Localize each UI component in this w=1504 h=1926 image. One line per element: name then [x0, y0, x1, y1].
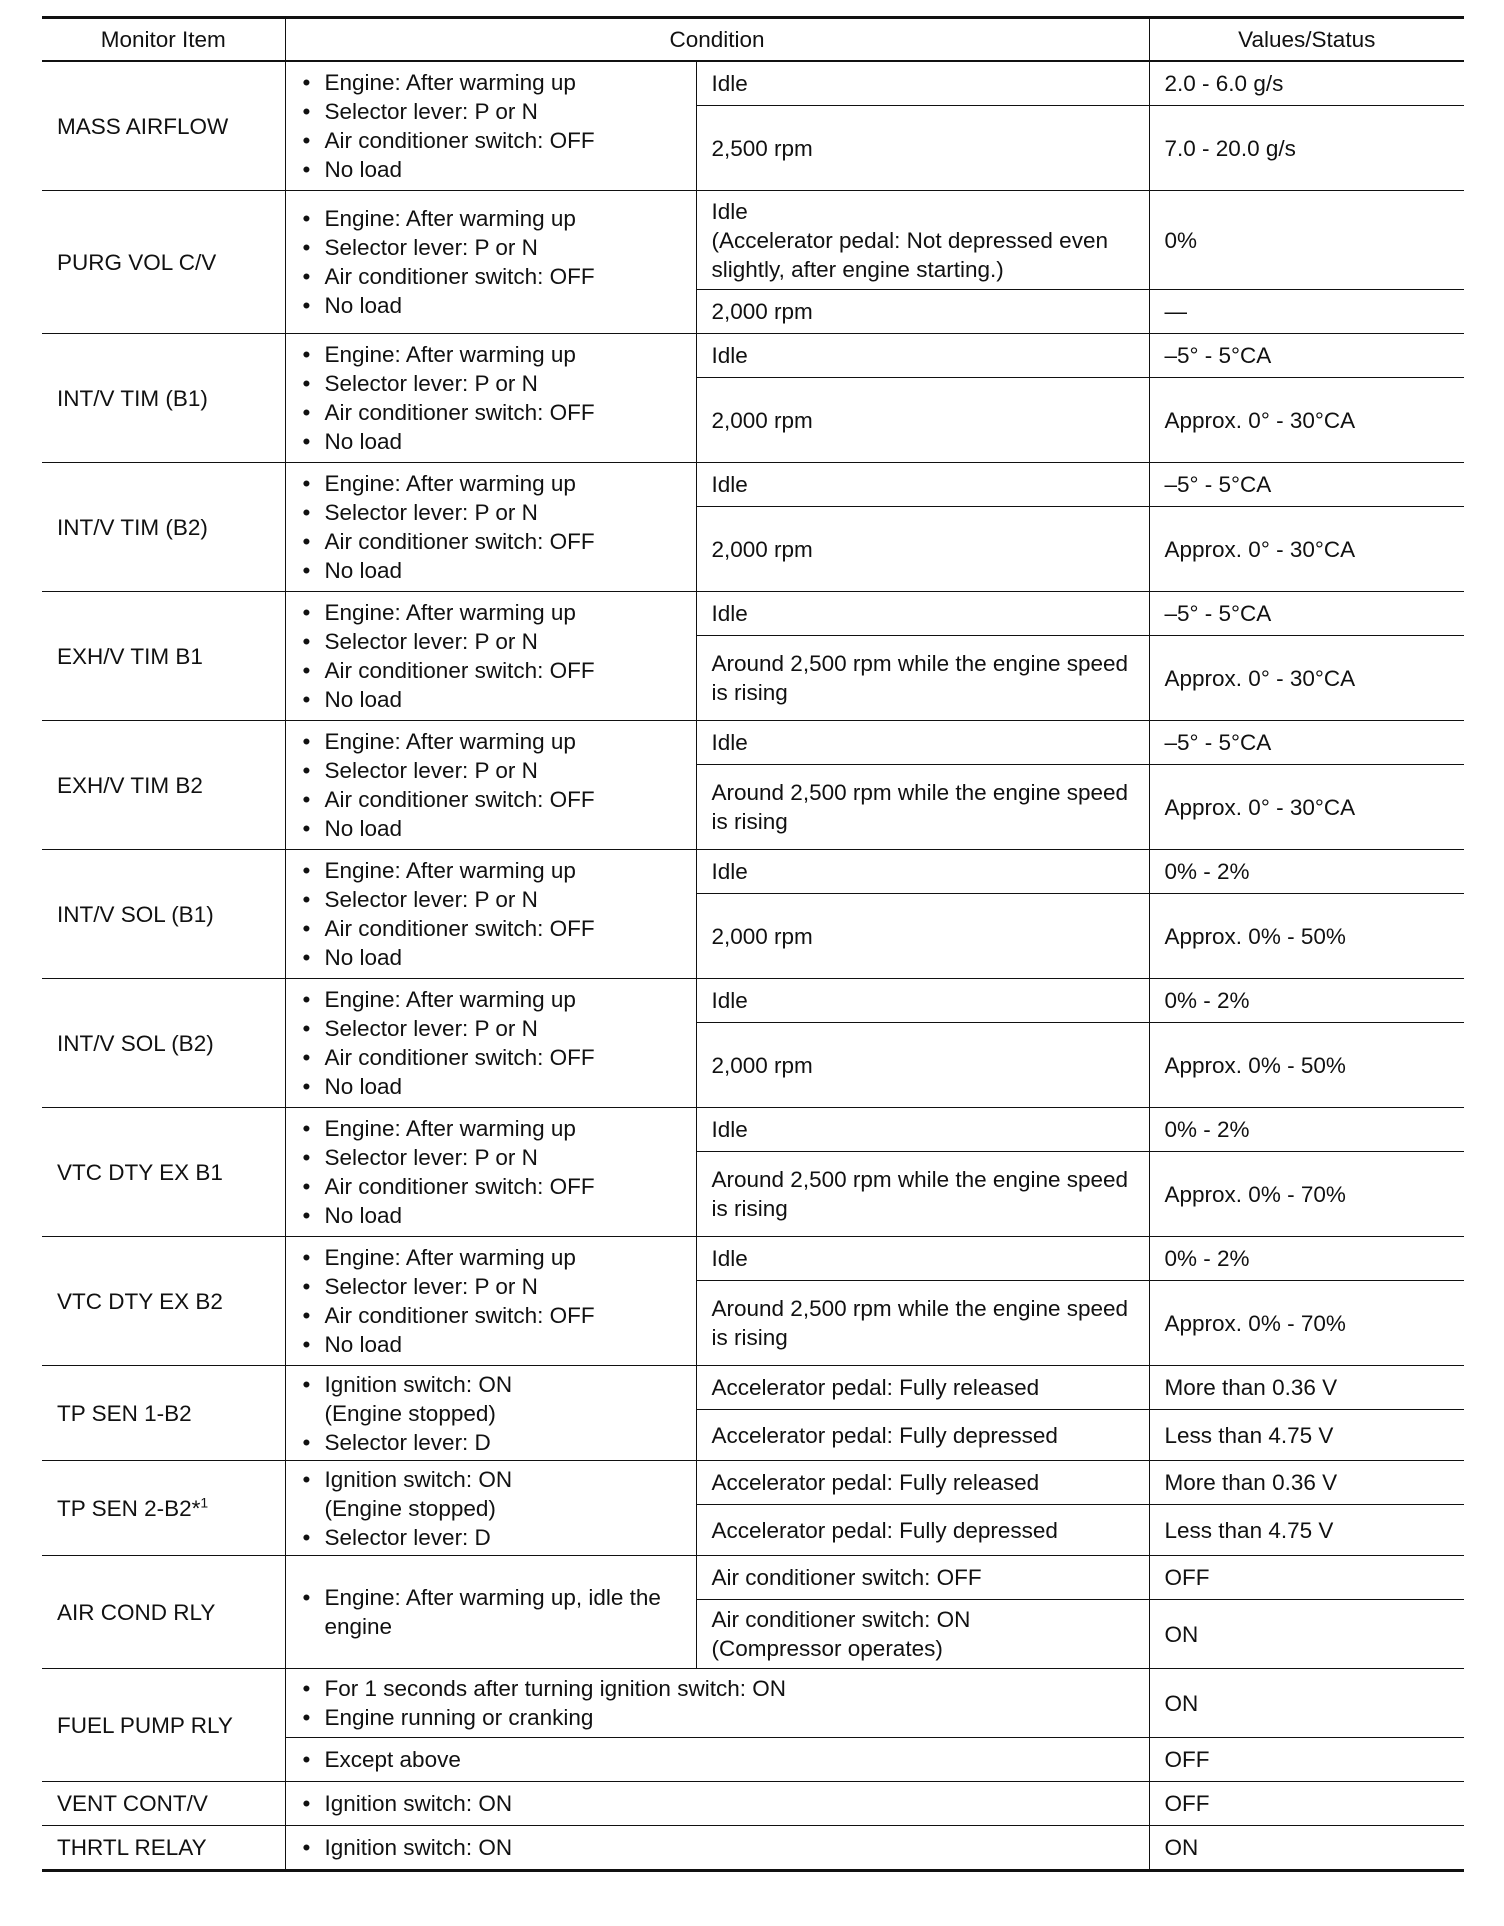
monitor-item: INT/V TIM (B2): [42, 463, 285, 592]
sub-condition: Accelerator pedal: Fully depressed: [696, 1505, 1149, 1556]
condition-list: [301, 1789, 1134, 1818]
base-condition: [285, 850, 696, 979]
table-row: [42, 1826, 1464, 1871]
condition-load: • No load: [301, 1072, 681, 1101]
base-condition: [285, 1461, 696, 1556]
table-row: [42, 463, 1464, 507]
monitor-item: INT/V SOL (B2): [42, 979, 285, 1108]
sub-condition: Idle: [696, 592, 1149, 636]
condition-list: [301, 856, 681, 972]
condition-line: • Ignition switch: ON: [324, 1371, 513, 1397]
condition-ignition: • Ignition switch: ON: [301, 1789, 1134, 1818]
value-status: 0% - 2%: [1149, 979, 1464, 1023]
condition-aircon: • Air conditioner switch: OFF: [301, 262, 681, 291]
condition-load: • No load: [301, 556, 681, 585]
table-row: [42, 1669, 1464, 1738]
condition-engine: • Engine: After warming up: [301, 856, 681, 885]
value-status: –5° - 5°CA: [1149, 463, 1464, 507]
condition-engine: • Engine: After warming up: [301, 727, 681, 756]
value-status: ON: [1149, 1669, 1464, 1738]
sub-condition: Idle: [696, 1108, 1149, 1152]
condition-line: (Engine stopped): [324, 1400, 496, 1426]
monitor-item: VTC DTY EX B1: [42, 1108, 285, 1237]
condition-ignition: [301, 1370, 681, 1428]
table-row: [42, 1556, 1464, 1600]
value-status: Approx. 0% - 70%: [1149, 1152, 1464, 1237]
table-row: [42, 592, 1464, 636]
table-row: [42, 1108, 1464, 1152]
condition-aircon: • Air conditioner switch: OFF: [301, 785, 681, 814]
table-row: [42, 1366, 1464, 1410]
sub-condition: 2,000 rpm: [696, 507, 1149, 592]
value-status: OFF: [1149, 1782, 1464, 1826]
table-row: [42, 61, 1464, 106]
sub-condition: [696, 191, 1149, 290]
condition-selector: • Selector lever: D: [301, 1428, 681, 1457]
condition-aircon: • Air conditioner switch: OFF: [301, 1301, 681, 1330]
condition-selector: • Selector lever: P or N: [301, 756, 681, 785]
header-monitor-item: Monitor Item: [42, 18, 285, 62]
condition-selector: • Selector lever: P or N: [301, 885, 681, 914]
monitor-spec-table: [42, 16, 1464, 1872]
condition-list: [301, 68, 681, 184]
sub-condition: Accelerator pedal: Fully released: [696, 1461, 1149, 1505]
sub-condition: Idle: [696, 1237, 1149, 1281]
monitor-item: THRTL RELAY: [42, 1826, 285, 1871]
sub-condition: Idle: [696, 979, 1149, 1023]
value-status: –5° - 5°CA: [1149, 592, 1464, 636]
sub-condition: Around 2,500 rpm while the engine speed is rising: [696, 1152, 1149, 1237]
monitor-item: VENT CONT/V: [42, 1782, 285, 1826]
condition-aircon: • Air conditioner switch: OFF: [301, 126, 681, 155]
value-status: Approx. 0% - 50%: [1149, 1023, 1464, 1108]
condition-load: • No load: [301, 814, 681, 843]
condition-list: [301, 1674, 1134, 1732]
condition-list: [301, 1833, 1134, 1862]
value-status: OFF: [1149, 1556, 1464, 1600]
condition-load: • No load: [301, 685, 681, 714]
condition-ignition: [301, 1465, 681, 1523]
monitor-item: TP SEN 1-B2: [42, 1366, 285, 1461]
condition-engine: • Engine: After warming up: [301, 68, 681, 97]
footnote-marker: 1: [200, 1494, 209, 1510]
condition-selector: • Selector lever: P or N: [301, 1143, 681, 1172]
monitor-item: INT/V SOL (B1): [42, 850, 285, 979]
condition-list: [301, 204, 681, 320]
value-status: 0% - 2%: [1149, 1237, 1464, 1281]
monitor-item: [42, 1461, 285, 1556]
sub-condition: Around 2,500 rpm while the engine speed is rising: [696, 1281, 1149, 1366]
condition: [285, 1669, 1149, 1738]
header-values-status: Values/Status: [1149, 18, 1464, 62]
condition-selector: • Selector lever: P or N: [301, 1272, 681, 1301]
condition: [285, 1782, 1149, 1826]
value-status: —: [1149, 290, 1464, 334]
condition: [285, 1826, 1149, 1871]
monitor-item: FUEL PUMP RLY: [42, 1669, 285, 1782]
sub-condition-line: Air conditioner switch: ON: [711, 1607, 971, 1632]
base-condition: [285, 191, 696, 334]
value-status: Approx. 0° - 30°CA: [1149, 378, 1464, 463]
sub-condition: 2,500 rpm: [696, 106, 1149, 191]
condition-ignition: • Ignition switch: ON: [301, 1833, 1134, 1862]
sub-condition-line: Idle: [711, 198, 748, 224]
sub-condition: [696, 1600, 1149, 1669]
table-row: [42, 979, 1464, 1023]
table-row: [42, 1237, 1464, 1281]
condition-list: [301, 1745, 1134, 1774]
condition-load: • No load: [301, 155, 681, 184]
sub-condition: Accelerator pedal: Fully depressed: [696, 1410, 1149, 1461]
condition-engine: • Engine: After warming up: [301, 1243, 681, 1272]
value-status: Approx. 0% - 50%: [1149, 894, 1464, 979]
sub-condition: 2,000 rpm: [696, 378, 1149, 463]
base-condition: [285, 1237, 696, 1366]
condition-list: [301, 1370, 681, 1457]
base-condition: [285, 1366, 696, 1461]
condition-aircon: • Air conditioner switch: OFF: [301, 398, 681, 427]
monitor-item: VTC DTY EX B2: [42, 1237, 285, 1366]
condition-selector: • Selector lever: D: [301, 1523, 681, 1552]
sub-condition: 2,000 rpm: [696, 290, 1149, 334]
sub-condition: Idle: [696, 61, 1149, 106]
monitor-item: INT/V TIM (B1): [42, 334, 285, 463]
table-row: [42, 850, 1464, 894]
value-status: –5° - 5°CA: [1149, 721, 1464, 765]
value-status: Less than 4.75 V: [1149, 1505, 1464, 1556]
table-row: [42, 334, 1464, 378]
condition-selector: • Selector lever: P or N: [301, 1014, 681, 1043]
sub-condition: Air conditioner switch: OFF: [696, 1556, 1149, 1600]
value-status: –5° - 5°CA: [1149, 334, 1464, 378]
value-status: 0% - 2%: [1149, 1108, 1464, 1152]
header-condition: Condition: [285, 18, 1149, 62]
condition-selector: • Selector lever: P or N: [301, 369, 681, 398]
condition-load: • No load: [301, 1201, 681, 1230]
sub-condition-line: (Compressor operates): [711, 1636, 943, 1661]
monitor-item: AIR COND RLY: [42, 1556, 285, 1669]
condition-engine: • Engine: After warming up: [301, 985, 681, 1014]
condition-list: [301, 1114, 681, 1230]
condition-other: • Except above: [301, 1745, 1134, 1774]
condition-engine: • Engine: After warming up: [301, 340, 681, 369]
sub-condition: Accelerator pedal: Fully released: [696, 1366, 1149, 1410]
value-status: 0%: [1149, 191, 1464, 290]
condition-engine: • Engine: After warming up: [301, 1114, 681, 1143]
value-status: 7.0 - 20.0 g/s: [1149, 106, 1464, 191]
sub-condition: Idle: [696, 463, 1149, 507]
base-condition: [285, 1108, 696, 1237]
condition-list: [301, 1583, 681, 1641]
condition-list: [301, 727, 681, 843]
value-status: Approx. 0° - 30°CA: [1149, 765, 1464, 850]
condition-list: [301, 1465, 681, 1552]
condition-list: [301, 598, 681, 714]
condition-line: (Engine stopped): [324, 1495, 496, 1521]
base-condition: [285, 463, 696, 592]
value-status: 2.0 - 6.0 g/s: [1149, 61, 1464, 106]
table-row: [42, 721, 1464, 765]
condition-list: [301, 985, 681, 1101]
value-status: Approx. 0° - 30°CA: [1149, 636, 1464, 721]
condition-engine: • Engine running or cranking: [301, 1703, 1134, 1732]
condition-engine: • Engine: After warming up, idle the engine: [301, 1583, 681, 1641]
condition-list: [301, 1243, 681, 1359]
value-status: 0% - 2%: [1149, 850, 1464, 894]
table-row: [42, 191, 1464, 290]
base-condition: [285, 1556, 696, 1669]
monitor-item-label: TP SEN 2-B2*: [57, 1495, 201, 1521]
monitor-item: EXH/V TIM B1: [42, 592, 285, 721]
monitor-item: MASS AIRFLOW: [42, 61, 285, 191]
sub-condition: Idle: [696, 721, 1149, 765]
base-condition: [285, 721, 696, 850]
condition-aircon: • Air conditioner switch: OFF: [301, 527, 681, 556]
condition-aircon: • Air conditioner switch: OFF: [301, 914, 681, 943]
condition-list: [301, 469, 681, 585]
monitor-item: EXH/V TIM B2: [42, 721, 285, 850]
condition-selector: • Selector lever: P or N: [301, 498, 681, 527]
table-row: [42, 1782, 1464, 1826]
sub-condition: Idle: [696, 850, 1149, 894]
condition-aircon: • Air conditioner switch: OFF: [301, 1043, 681, 1072]
value-status: Less than 4.75 V: [1149, 1410, 1464, 1461]
base-condition: [285, 334, 696, 463]
condition-list: [301, 340, 681, 456]
condition-load: • No load: [301, 427, 681, 456]
condition-engine: • Engine: After warming up: [301, 598, 681, 627]
header-row: [42, 18, 1464, 62]
value-status: Approx. 0° - 30°CA: [1149, 507, 1464, 592]
table-row: [42, 1461, 1464, 1505]
condition-ignition: • For 1 seconds after turning ignition switch: ON: [301, 1674, 1134, 1703]
sub-condition: 2,000 rpm: [696, 1023, 1149, 1108]
value-status: ON: [1149, 1600, 1464, 1669]
value-status: More than 0.36 V: [1149, 1366, 1464, 1410]
condition-load: • No load: [301, 943, 681, 972]
value-status: OFF: [1149, 1738, 1464, 1782]
condition-load: • No load: [301, 1330, 681, 1359]
value-status: Approx. 0% - 70%: [1149, 1281, 1464, 1366]
sub-condition: Around 2,500 rpm while the engine speed is rising: [696, 765, 1149, 850]
base-condition: [285, 61, 696, 191]
condition: [285, 1738, 1149, 1782]
base-condition: [285, 979, 696, 1108]
condition-load: • No load: [301, 291, 681, 320]
condition-selector: • Selector lever: P or N: [301, 627, 681, 656]
sub-condition-line: (Accelerator pedal: Not depressed even slightly, after engine starting.): [711, 227, 1108, 282]
condition-aircon: • Air conditioner switch: OFF: [301, 656, 681, 685]
condition-engine: • Engine: After warming up: [301, 204, 681, 233]
condition-line: • Ignition switch: ON: [324, 1466, 513, 1492]
sub-condition: Idle: [696, 334, 1149, 378]
condition-aircon: • Air conditioner switch: OFF: [301, 1172, 681, 1201]
condition-selector: • Selector lever: P or N: [301, 233, 681, 262]
monitor-item: PURG VOL C/V: [42, 191, 285, 334]
base-condition: [285, 592, 696, 721]
value-status: ON: [1149, 1826, 1464, 1871]
value-status: More than 0.36 V: [1149, 1461, 1464, 1505]
sub-condition: 2,000 rpm: [696, 894, 1149, 979]
condition-selector: • Selector lever: P or N: [301, 97, 681, 126]
sub-condition: Around 2,500 rpm while the engine speed is rising: [696, 636, 1149, 721]
condition-engine: • Engine: After warming up: [301, 469, 681, 498]
